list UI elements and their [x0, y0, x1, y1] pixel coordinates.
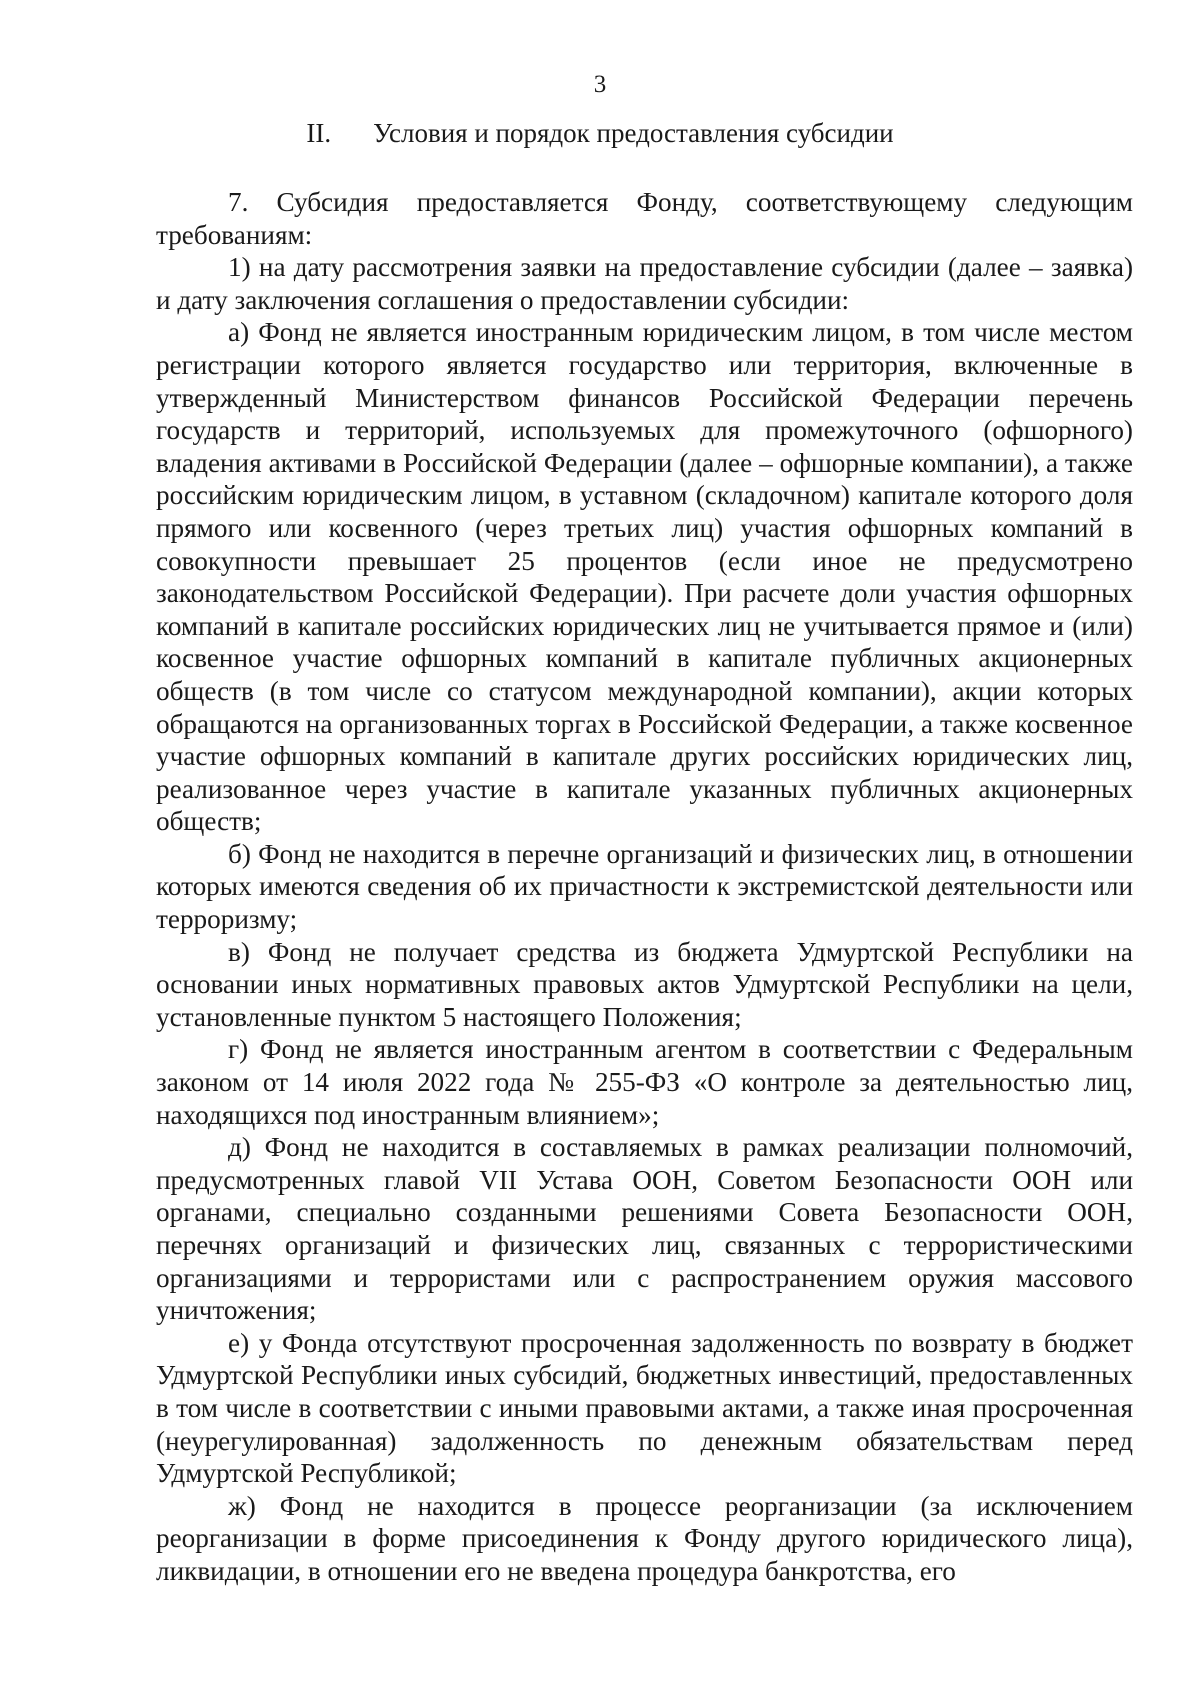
paragraph-7-1-e: е) у Фонда отсутствуют просроченная задолженность по возврату в бюджет Удмуртской Республики иных субсидий, бюджетных инвестиций, предоставленных в том числе в соответствии с иными правовыми актами, а также иная просроченная (неурегулированная) задолженность по денежным обязательствам перед Удмуртской Республикой;	[156, 1327, 1133, 1489]
paragraph-7-1-b: б) Фонд не находится в перечне организаций и физических лиц, в отношении которых имеются сведения об их причастности к экстремистской деятельности или терроризму;	[156, 838, 1133, 935]
section-heading	[0, 117, 1200, 149]
section-title: Условия и порядок предоставления субсидии	[373, 118, 894, 148]
paragraph-7: 7. Субсидия предоставляется Фонду, соответствующему следующим требованиям:	[156, 187, 1133, 250]
paragraph-7-1: 1) на дату рассмотрения заявки на предоставление субсидии (далее – заявка) и дату заключения соглашения о предоставлении субсидии:	[156, 252, 1133, 315]
page-number: 3	[593, 71, 607, 98]
paragraph-7-1-g: г) Фонд не является иностранным агентом в соответствии с Федеральным законом от 14 июля 2022 года № 255-ФЗ «О контроле за деятельностью лиц, находящихся под иностранным влиянием»;	[156, 1034, 1133, 1130]
paragraph-7-1-v: в) Фонд не получает средства из бюджета Удмуртской Республики на основании иных нормативных правовых актов Удмуртской Республики на цели, установленные пунктом 5 настоящего Положения;	[156, 936, 1133, 1032]
paragraph-7-1-a: а) Фонд не является иностранным юридическим лицом, в том числе местом регистрации которого является государство или территория, включенные в утвержденный Министерством финансов Российской Федерации перечень государств и территорий, используемых для промежуточного (офшорного) владения активами в Российской Федерации (далее – офшорные компании), а также российским юридическим лицом, в уставном (складочном) капитале которого доля прямого или косвенного (через третьих лиц) участия офшорных компаний в совокупности превышает 25 процентов (если иное не предусмотрено законодательством Российской Федерации). При расчете доли участия офшорных компаний в капитале российских юридических лиц не учитывается прямое и (или) косвенное участие офшорных компаний в капитале публичных акционерных обществ (в том числе со статусом международной компании), акции которых обращаются на организованных торгах в Российской Федерации, а также косвенное участие офшорных компаний в капитале других российских юридических лиц, реализованное через участие в капитале указанных публичных акционерных обществ;	[156, 317, 1133, 837]
paragraph-7-1-d: д) Фонд не находится в составляемых в рамках реализации полномочий, предусмотренных главой VII Устава ООН, Советом Безопасности ООН или органами, специально созданными решениями Совета Безопасности ООН, перечнях организаций и физических лиц, связанных с террористическими организациями и террористами или с распространением оружия массового уничтожения;	[156, 1132, 1133, 1326]
paragraph-7-1-zh: ж) Фонд не находится в процессе реорганизации (за исключением реорганизации в форме присоединения к Фонду другого юридического лица), ликвидации, в отношении его не введена процедура банкротства, его	[156, 1490, 1133, 1586]
section-number: II.	[306, 118, 332, 148]
document-body	[156, 186, 1133, 1588]
